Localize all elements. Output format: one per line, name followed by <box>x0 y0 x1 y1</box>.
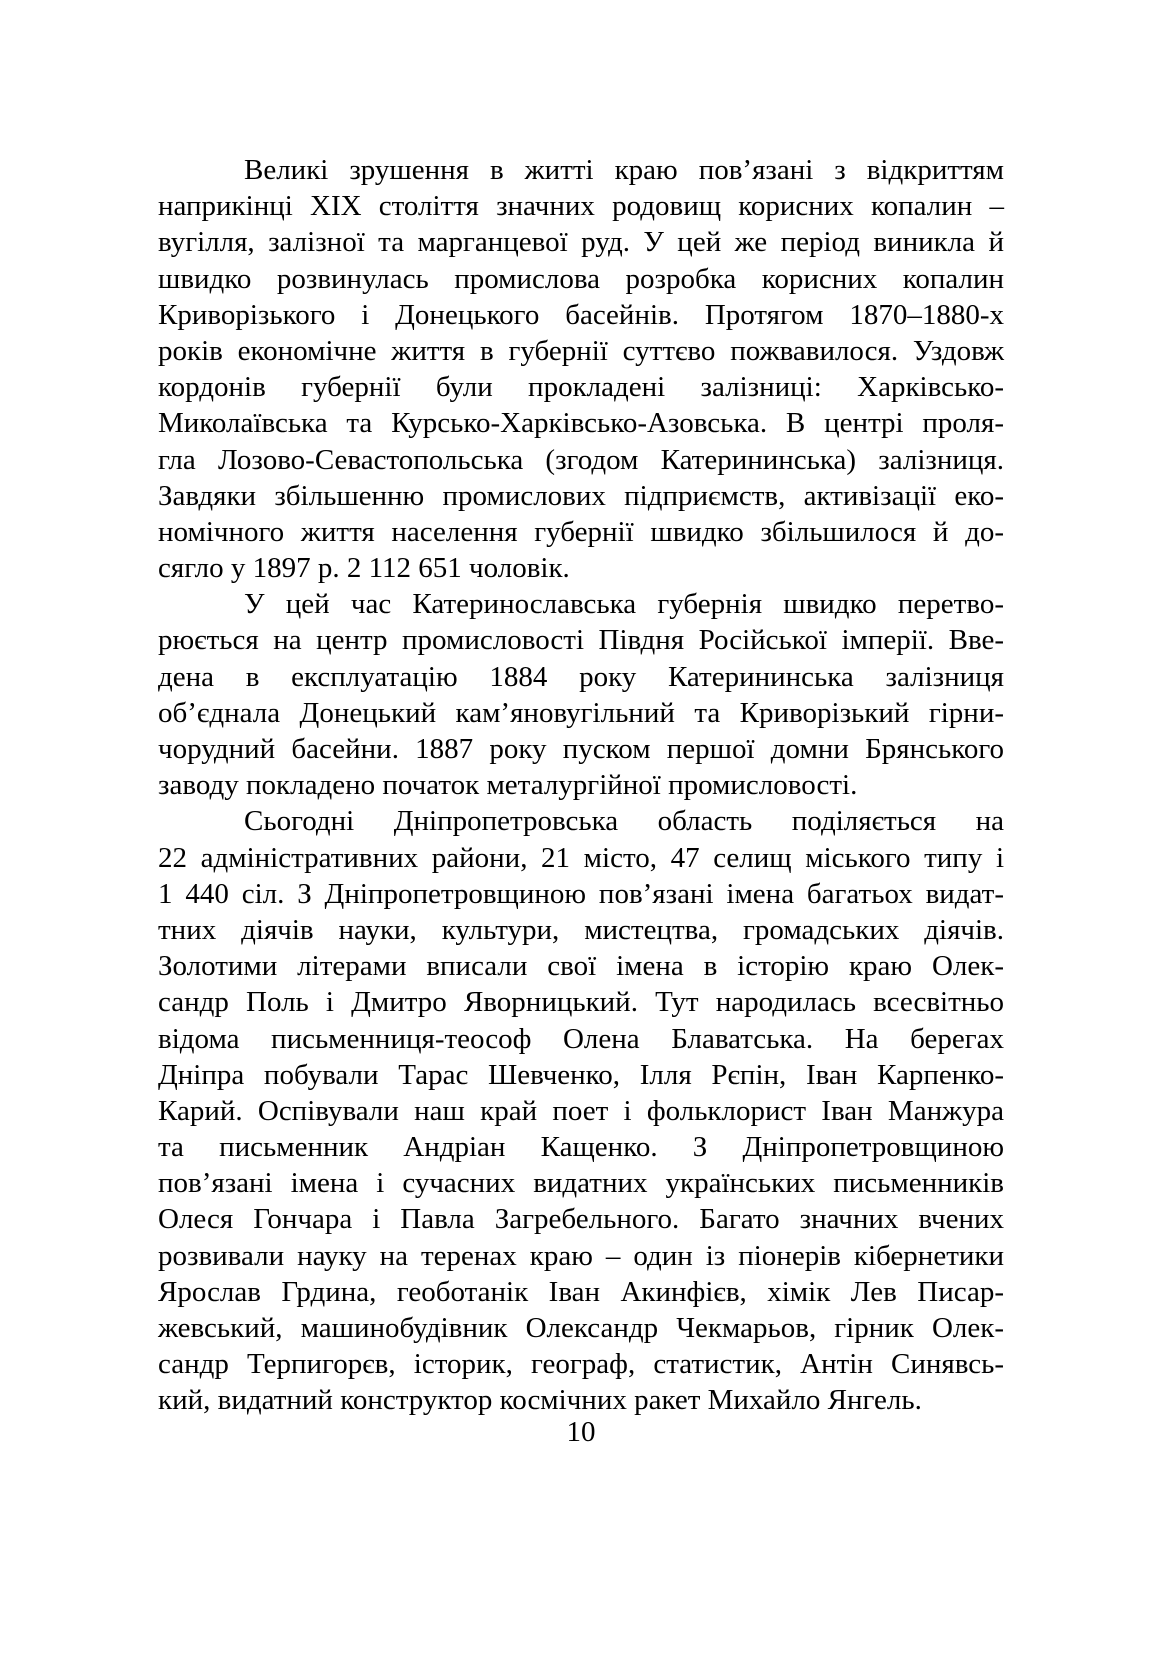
text-line: відома письменниця-теософ Олена Блаватська. На берегах <box>158 1022 1004 1055</box>
text-line: Дніпра побували Тарас Шевченко, Ілля Рєпін, Іван Карпенко- <box>158 1058 1004 1091</box>
text-line: Великі зрушення в житті краю пов’язані з відкриттям <box>244 154 1004 186</box>
text-line: 1 440 сіл. З Дніпропетровщиною пов’язані імена багатьох видат- <box>158 877 1004 910</box>
text-line: та письменник Андріан Кащенко. З Дніпропетровщиною <box>158 1131 1004 1164</box>
text-line: сандр Поль і Дмитро Яворницький. Тут народилась всесвітньо <box>158 986 1004 1019</box>
text-line: номічного життя населення губернії швидко збільшилося й до- <box>158 515 1004 548</box>
text-line: рюється на центр промисловості Півдня Російської імперії. Вве- <box>158 624 1004 657</box>
text-line: дена в експлуатацію 1884 року Катерининська залізниця <box>158 660 1004 693</box>
text-line: Миколаївська та Курсько-Харківсько-Азовська. В центрі проля- <box>158 407 1004 440</box>
text-line: Карий. Оспівували наш край поет і фольклорист Іван Манжура <box>158 1094 1004 1127</box>
text-line: років економічне життя в губернії суттєво пожвавилося. Уздовж <box>158 334 1004 367</box>
text-line: Завдяки збільшенню промислових підприємств, активізації еко- <box>158 479 1004 512</box>
text-line: сягло у 1897 р. 2 112 651 чоловік. <box>158 552 570 585</box>
text-line: Сьогодні Дніпропетровська область поділяється на <box>244 805 1004 838</box>
text-line: тних діячів науки, культури, мистецтва, громадських діячів. <box>158 913 1004 946</box>
text-line: чорудний басейни. 1887 року пуском першої домни Брянського <box>158 733 1004 765</box>
text-line: кий, видатний конструктор космічних ракет Михайло Янгель. <box>158 1384 922 1417</box>
text-line: наприкінці XIX століття значних родовищ корисних копалин – <box>158 190 1004 223</box>
text-line: Криворізького і Донецького басейнів. Протягом 1870–1880-х <box>158 298 1004 331</box>
text-line: Золотими літерами вписали свої імена в історію краю Олек- <box>158 950 1004 983</box>
text-line: вугілля, залізної та марганцевої руд. У цей же період виникла й <box>158 226 1004 259</box>
text-line: пов’язані імена і сучасних видатних українських письменників <box>158 1167 1004 1200</box>
paragraph-2 <box>158 586 1004 803</box>
text-line: жевський, машинобудівник Олександр Чекмарьов, гірник Олек- <box>158 1312 1004 1344</box>
text-line: У цей час Катеринославська губернія швидко перетво- <box>244 588 1004 621</box>
text-line: розвивали науку на теренах краю – один із піонерів кібернетики <box>158 1239 1004 1272</box>
text-line: гла Лозово-Севастопольська (згодом Катерининська) залізниця. <box>158 443 1004 476</box>
paragraph-3 <box>158 803 1004 1418</box>
body-text <box>158 152 1004 1419</box>
text-line: швидко розвинулась промислова розробка корисних копалин <box>158 262 1004 295</box>
text-line: сандр Терпигорєв, історик, географ, статистик, Антін Синявсь- <box>158 1348 1004 1381</box>
text-line: 22 адміністративних райони, 21 місто, 47 селищ міського типу і <box>158 841 1004 874</box>
text-line: Ярослав Грдина, геоботанік Іван Акинфієв, хімік Лев Писар- <box>158 1275 1004 1308</box>
paragraph-1 <box>158 152 1004 586</box>
text-line: Олеся Гончара і Павла Загребельного. Багато значних вчених <box>158 1203 1004 1236</box>
text-line: об’єднала Донецький кам’яновугільний та Криворізький гірни- <box>158 696 1004 729</box>
text-line: заводу покладено початок металургійної промисловості. <box>158 769 858 802</box>
text-line: кордонів губернії були прокладені залізниці: Харківсько- <box>158 371 1004 404</box>
page-number: 10 <box>566 1416 596 1448</box>
